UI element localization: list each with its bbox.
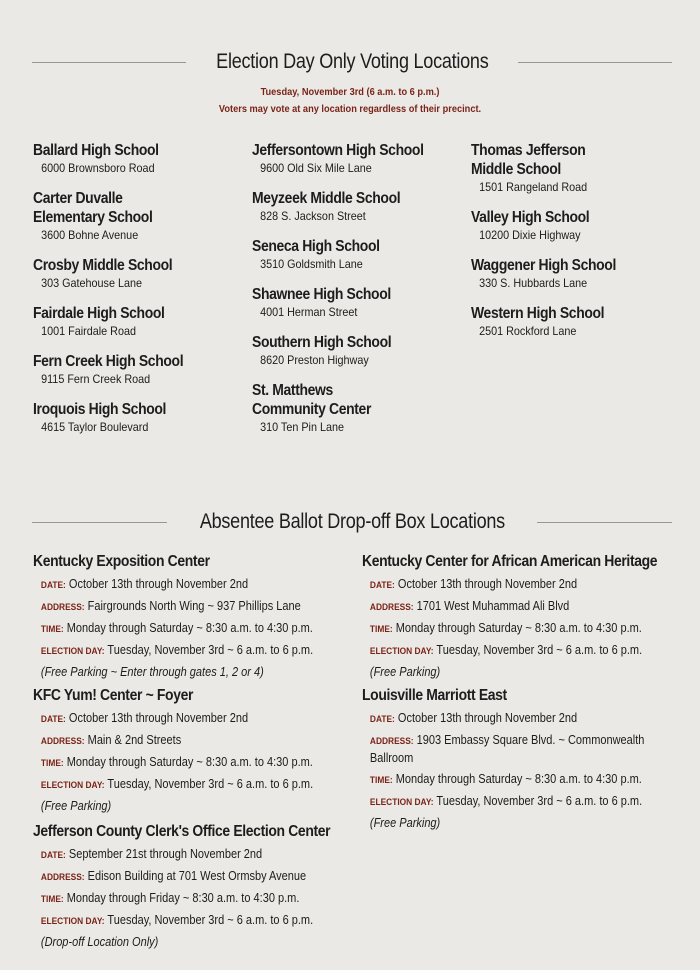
location-name: Seneca High School	[252, 238, 380, 255]
parking-note: (Free Parking)	[369, 665, 441, 679]
location-name: Thomas Jefferson Middle School	[471, 142, 586, 178]
dropoff-location	[362, 552, 690, 682]
location-item	[471, 141, 686, 195]
dropoff-name: Jefferson County Clerk's Office Election Center	[33, 823, 331, 840]
absentee-heading	[32, 510, 672, 534]
dropoff-location	[362, 686, 700, 833]
election-day-row: ELECTION DAY: Tuesday, November 3rd ~ 6 a.m. to 6 p.m.	[40, 913, 314, 927]
location-address: 310 Ten Pin Lane	[260, 420, 344, 434]
location-address: 3600 Bohne Avenue	[41, 228, 139, 242]
location-item	[33, 189, 248, 243]
location-address: 3510 Goldsmith Lane	[260, 257, 363, 271]
location-name: Waggener High School	[471, 257, 616, 274]
locations-column-3	[471, 141, 686, 352]
date-row: DATE: September 21st through November 2nd	[40, 847, 263, 861]
dropoff-name: Kentucky Center for African American Heritage	[362, 553, 658, 570]
parking-note: (Free Parking)	[40, 799, 112, 813]
location-address: 1501 Rangeland Road	[479, 180, 588, 194]
divider	[32, 522, 167, 523]
location-item	[252, 237, 467, 272]
location-name: Fern Creek High School	[33, 353, 184, 370]
location-address: 2501 Rockford Lane	[479, 324, 577, 338]
date-row: DATE: October 13th through November 2nd	[369, 711, 578, 725]
parking-note: (Drop-off Location Only)	[40, 935, 159, 949]
location-name: Fairdale High School	[33, 305, 165, 322]
location-item	[252, 381, 467, 435]
address-row: ADDRESS: 1903 Embassy Square Blvd. ~ Commonwealth Ballroom	[369, 733, 645, 765]
location-item	[33, 304, 248, 339]
location-address: 4001 Herman Street	[260, 305, 358, 319]
location-address: 1001 Fairdale Road	[41, 324, 136, 338]
location-name: Valley High School	[471, 209, 590, 226]
location-name: Carter Duvalle Elementary School	[33, 190, 153, 226]
election-day-row: ELECTION DAY: Tuesday, November 3rd ~ 6 a.m. to 6 p.m.	[40, 777, 314, 791]
time-row: TIME: Monday through Saturday ~ 8:30 a.m. to 4:30 p.m.	[369, 772, 642, 786]
time-row: TIME: Monday through Friday ~ 8:30 a.m. to 4:30 p.m.	[40, 891, 300, 905]
time-row: TIME: Monday through Saturday ~ 8:30 a.m. to 4:30 p.m.	[369, 621, 642, 635]
section-title: Absentee Ballot Drop-off Box Locations	[199, 510, 505, 533]
any-location-note: Voters may vote at any location regardless of their precinct.	[218, 103, 482, 115]
election-day-row: ELECTION DAY: Tuesday, November 3rd ~ 6 a.m. to 6 p.m.	[40, 643, 314, 657]
location-name: Western High School	[471, 305, 605, 322]
location-name: Iroquois High School	[33, 401, 167, 418]
location-item	[33, 352, 248, 387]
date-row: DATE: October 13th through November 2nd	[369, 577, 578, 591]
location-item	[471, 208, 686, 243]
location-name: Crosby Middle School	[33, 257, 173, 274]
location-address: 10200 Dixie Highway	[479, 228, 581, 242]
location-name: Jeffersontown High School	[252, 142, 424, 159]
location-item	[33, 400, 248, 435]
location-name: Meyzeek Middle School	[252, 190, 401, 207]
election-date-line: Tuesday, November 3rd (6 a.m. to 6 p.m.)	[260, 86, 440, 98]
address-row: ADDRESS: Main & 2nd Streets	[40, 733, 182, 747]
dropoff-location	[33, 822, 363, 952]
location-item	[471, 304, 686, 339]
location-item	[252, 141, 467, 176]
dropoff-name: Kentucky Exposition Center	[33, 553, 210, 570]
location-address: 330 S. Hubbards Lane	[479, 276, 588, 290]
parking-note: (Free Parking)	[369, 816, 441, 830]
location-address: 8620 Preston Highway	[260, 353, 369, 367]
location-address: 828 S. Jackson Street	[260, 209, 366, 223]
location-item	[33, 141, 248, 176]
location-item	[252, 333, 467, 368]
location-address: 9600 Old Six Mile Lane	[260, 161, 372, 175]
address-row: ADDRESS: Edison Building at 701 West Ormsby Avenue	[40, 869, 307, 883]
location-address: 6000 Brownsboro Road	[41, 161, 155, 175]
time-row: TIME: Monday through Saturday ~ 8:30 a.m. to 4:30 p.m.	[40, 621, 313, 635]
dropoff-location	[33, 686, 351, 816]
dropoff-name: Louisville Marriott East	[362, 687, 507, 704]
dropoff-location	[33, 552, 351, 682]
location-address: 9115 Fern Creek Road	[41, 372, 151, 386]
date-row: DATE: October 13th through November 2nd	[40, 577, 249, 591]
election-day-heading	[32, 50, 672, 74]
location-item	[471, 256, 686, 291]
divider	[32, 62, 186, 63]
date-row: DATE: October 13th through November 2nd	[40, 711, 249, 725]
address-row: ADDRESS: Fairgrounds North Wing ~ 937 Phillips Lane	[40, 599, 301, 613]
election-day-row: ELECTION DAY: Tuesday, November 3rd ~ 6 a.m. to 6 p.m.	[369, 794, 643, 808]
dropoff-name: KFC Yum! Center ~ Foyer	[33, 687, 194, 704]
location-item	[33, 256, 248, 291]
location-name: Ballard High School	[33, 142, 159, 159]
time-row: TIME: Monday through Saturday ~ 8:30 a.m. to 4:30 p.m.	[40, 755, 313, 769]
location-name: Southern High School	[252, 334, 392, 351]
locations-column-1	[33, 141, 248, 448]
divider	[518, 62, 672, 63]
parking-note: (Free Parking ~ Enter through gates 1, 2 or 4)	[40, 665, 264, 679]
location-item	[252, 285, 467, 320]
address-row: ADDRESS: 1701 West Muhammad Ali Blvd	[369, 599, 570, 613]
location-address: 303 Gatehouse Lane	[41, 276, 142, 290]
location-address: 4615 Taylor Boulevard	[41, 420, 149, 434]
location-name: St. Matthews Community Center	[252, 382, 372, 418]
election-day-row: ELECTION DAY: Tuesday, November 3rd ~ 6 a.m. to 6 p.m.	[369, 643, 643, 657]
locations-column-2	[252, 141, 467, 448]
location-item	[252, 189, 467, 224]
location-name: Shawnee High School	[252, 286, 391, 303]
section-title: Election Day Only Voting Locations	[215, 50, 489, 73]
divider	[537, 522, 672, 523]
